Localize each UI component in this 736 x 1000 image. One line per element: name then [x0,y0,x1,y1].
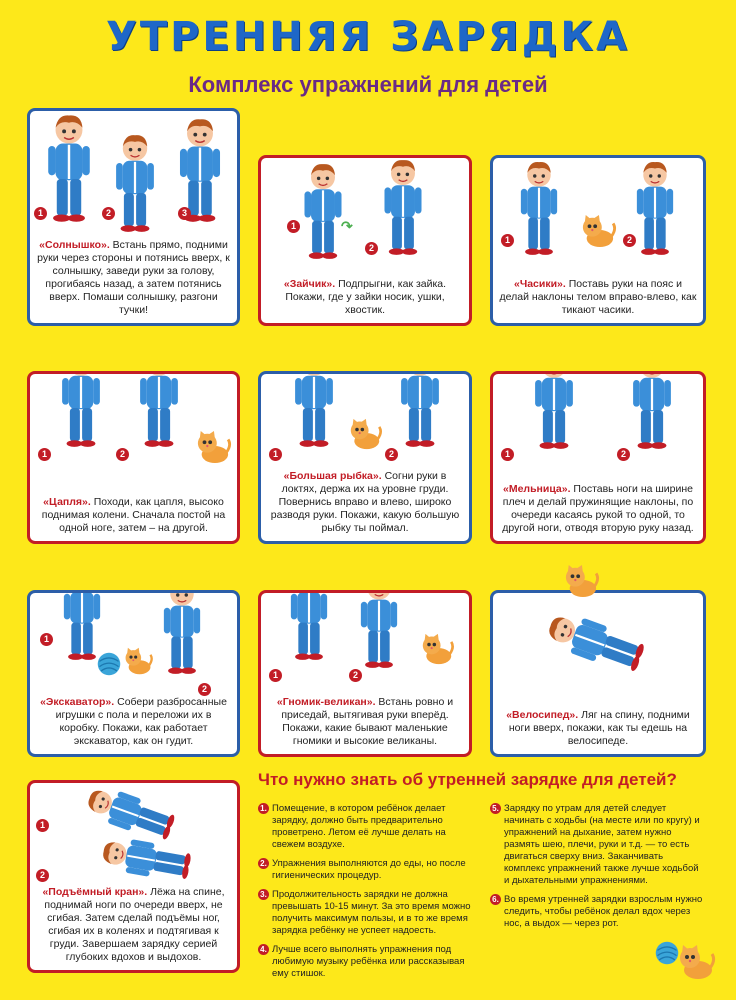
info-item: 1. Помещение, в котором ребёнок делает зарядку, должно быть предварительно проветрено. Летом её лучше делать на свежем воздухе. [258,803,474,851]
exercise-card-heron [27,371,240,544]
boy-figure [633,160,677,256]
info-item: 3. Продолжительность зарядки не должна превышать 10-15 минут. За это время можно получить максимум пользы, и в то же время зарядка ребёнку не успеет надоесть. [258,889,474,937]
step-number: 2 [385,448,398,461]
info-item: 6. Во время утренней зарядки взрослым нужно следить, чтобы ребёнок делал вдох через нос, а выдох — через рот. [490,894,706,930]
exercise-description: «Большая рыбка». Согни руки в локтях, держа их на уровне груди. Повернись вправо и влево, широко разводя руки. Покажи, какую большую рыбку ты поймал. [270,470,460,534]
step-number: 1 [501,448,514,461]
exercise-card-bunny [258,155,472,326]
kitten-icon [122,647,154,675]
info-item: 4. Лучше всего выполнять упражнения под любимую музыку ребёнка или рассказывая ему стишок. [258,944,474,980]
step-number: 2 [198,683,211,696]
boy-figure [536,603,654,682]
step-number: 1 [38,448,51,461]
exercise-card-big-fish [258,371,472,544]
ball-of-yarn-icon [96,651,122,677]
info-item: 2. Упражнения выполняются до еды, но после гигиенических процедур. [258,858,474,882]
step-number: 2 [365,242,378,255]
exercise-card-gnome-giant [258,590,472,757]
step-number: 1 [36,819,49,832]
step-number: 3 [178,207,191,220]
boy-figure [291,371,337,448]
page-title: УТРЕННЯЯ ЗАРЯДКА [105,14,630,60]
step-number: 2 [116,448,129,461]
boy-figure [160,590,204,675]
info-item: 5. Зарядку по утрам для детей следует начинать с ходьбы (на месте или по кругу) и упражнений на дыхание, затем нужно размять шею, плечи, руки и т.д. — то есть двигаться сверху вниз. Заканчивать комплекс упражнений также лучше ходьбой и дыхательными упражнениями. [490,803,706,887]
boy-figure [397,371,443,448]
boy-figure [517,160,561,256]
exercise-card-crane [27,780,240,973]
boy-figure [357,590,401,669]
boy-figure [381,158,425,256]
boy-figure [58,371,104,448]
boy-figure [301,162,345,260]
step-number: 2 [36,869,49,882]
boy-figure [531,371,577,450]
exercise-card-bicycle [490,590,706,757]
kitten-icon [194,430,232,464]
exercise-card-windmill [490,371,706,544]
exercise-card-clock [490,155,706,326]
exercise-description: «Солнышко». Встань прямо, подними руки через стороны и потянись вверх, к солнышку, заведи руки за голову, прогибаясь назад, а затем потянись вверх. Помаши солнышку, разгони тучки! [37,239,230,316]
kitten-icon [676,944,716,980]
kitten-icon [562,564,600,598]
exercise-description: «Зайчик». Подпрыгни, как зайка. Покажи, где у зайки носик, ушки, хвостик. [283,278,447,316]
step-number: 1 [34,207,47,220]
info-title: Что нужно знать об утренней зарядке для детей? [258,770,677,789]
step-number: 1 [269,669,282,682]
step-number: 2 [102,207,115,220]
step-number: 1 [501,234,514,247]
exercise-card-sunshine [27,108,240,326]
page-subtitle: Комплекс упражнений для детей [188,72,548,97]
info-column-left [258,803,474,987]
exercise-description: «Подъёмный кран». Лёжа на спине, поднимай ноги по очереди вверх, не сгибая. Затем сделай подъёмы ног, сгибая их в коленях и подтягивая к груди. Завершаем зарядку серией глубоких вдохов и выдохов. [42,886,225,963]
info-column-right [490,803,706,937]
boy-figure [112,133,158,233]
step-number: 2 [617,448,630,461]
step-number: 1 [269,448,282,461]
step-number: 2 [349,669,362,682]
step-number: 1 [40,633,53,646]
exercise-description: «Цапля». Походи, как цапля, высоко поднимая колени. Сначала постой на одной ноге, затем – на другой. [41,496,226,534]
step-number: 2 [623,234,636,247]
exercise-description: «Часики». Поставь руки на пояс и делай наклоны телом вправо-влево, как тикают часики. [499,278,697,316]
boy-figure [136,371,182,448]
exercise-description: «Гномик-великан». Встань ровно и приседай, вытягивая руки вперёд. Покажи, какие бывают маленькие гномики и высокие великаны. [276,696,454,747]
boy-figure [93,831,198,888]
exercise-description: «Экскаватор». Собери разбросанные игрушки с пола и переложи их в коробку. Покажи, как работает экскаватор, как он гудит. [40,696,227,747]
exercise-card-excavator [27,590,240,757]
kitten-icon [347,418,383,450]
kitten-icon [579,214,617,248]
boy-figure [287,590,331,661]
exercise-description: «Велосипед». Ляг на спину, подними ноги вверх, покажи, как ты едешь на велосипеде. [506,709,690,747]
boy-figure [44,113,94,223]
kitten-icon [419,633,455,665]
step-number: 1 [287,220,300,233]
exercise-description: «Мельница». Поставь ноги на ширине плеч и делай пружинящие наклоны, по очереди касаясь рукой то одной, то другой ноги, отводя вторую руку назад. [502,483,694,534]
green-arrow-icon: ↷ [341,218,353,234]
boy-figure [629,371,675,450]
